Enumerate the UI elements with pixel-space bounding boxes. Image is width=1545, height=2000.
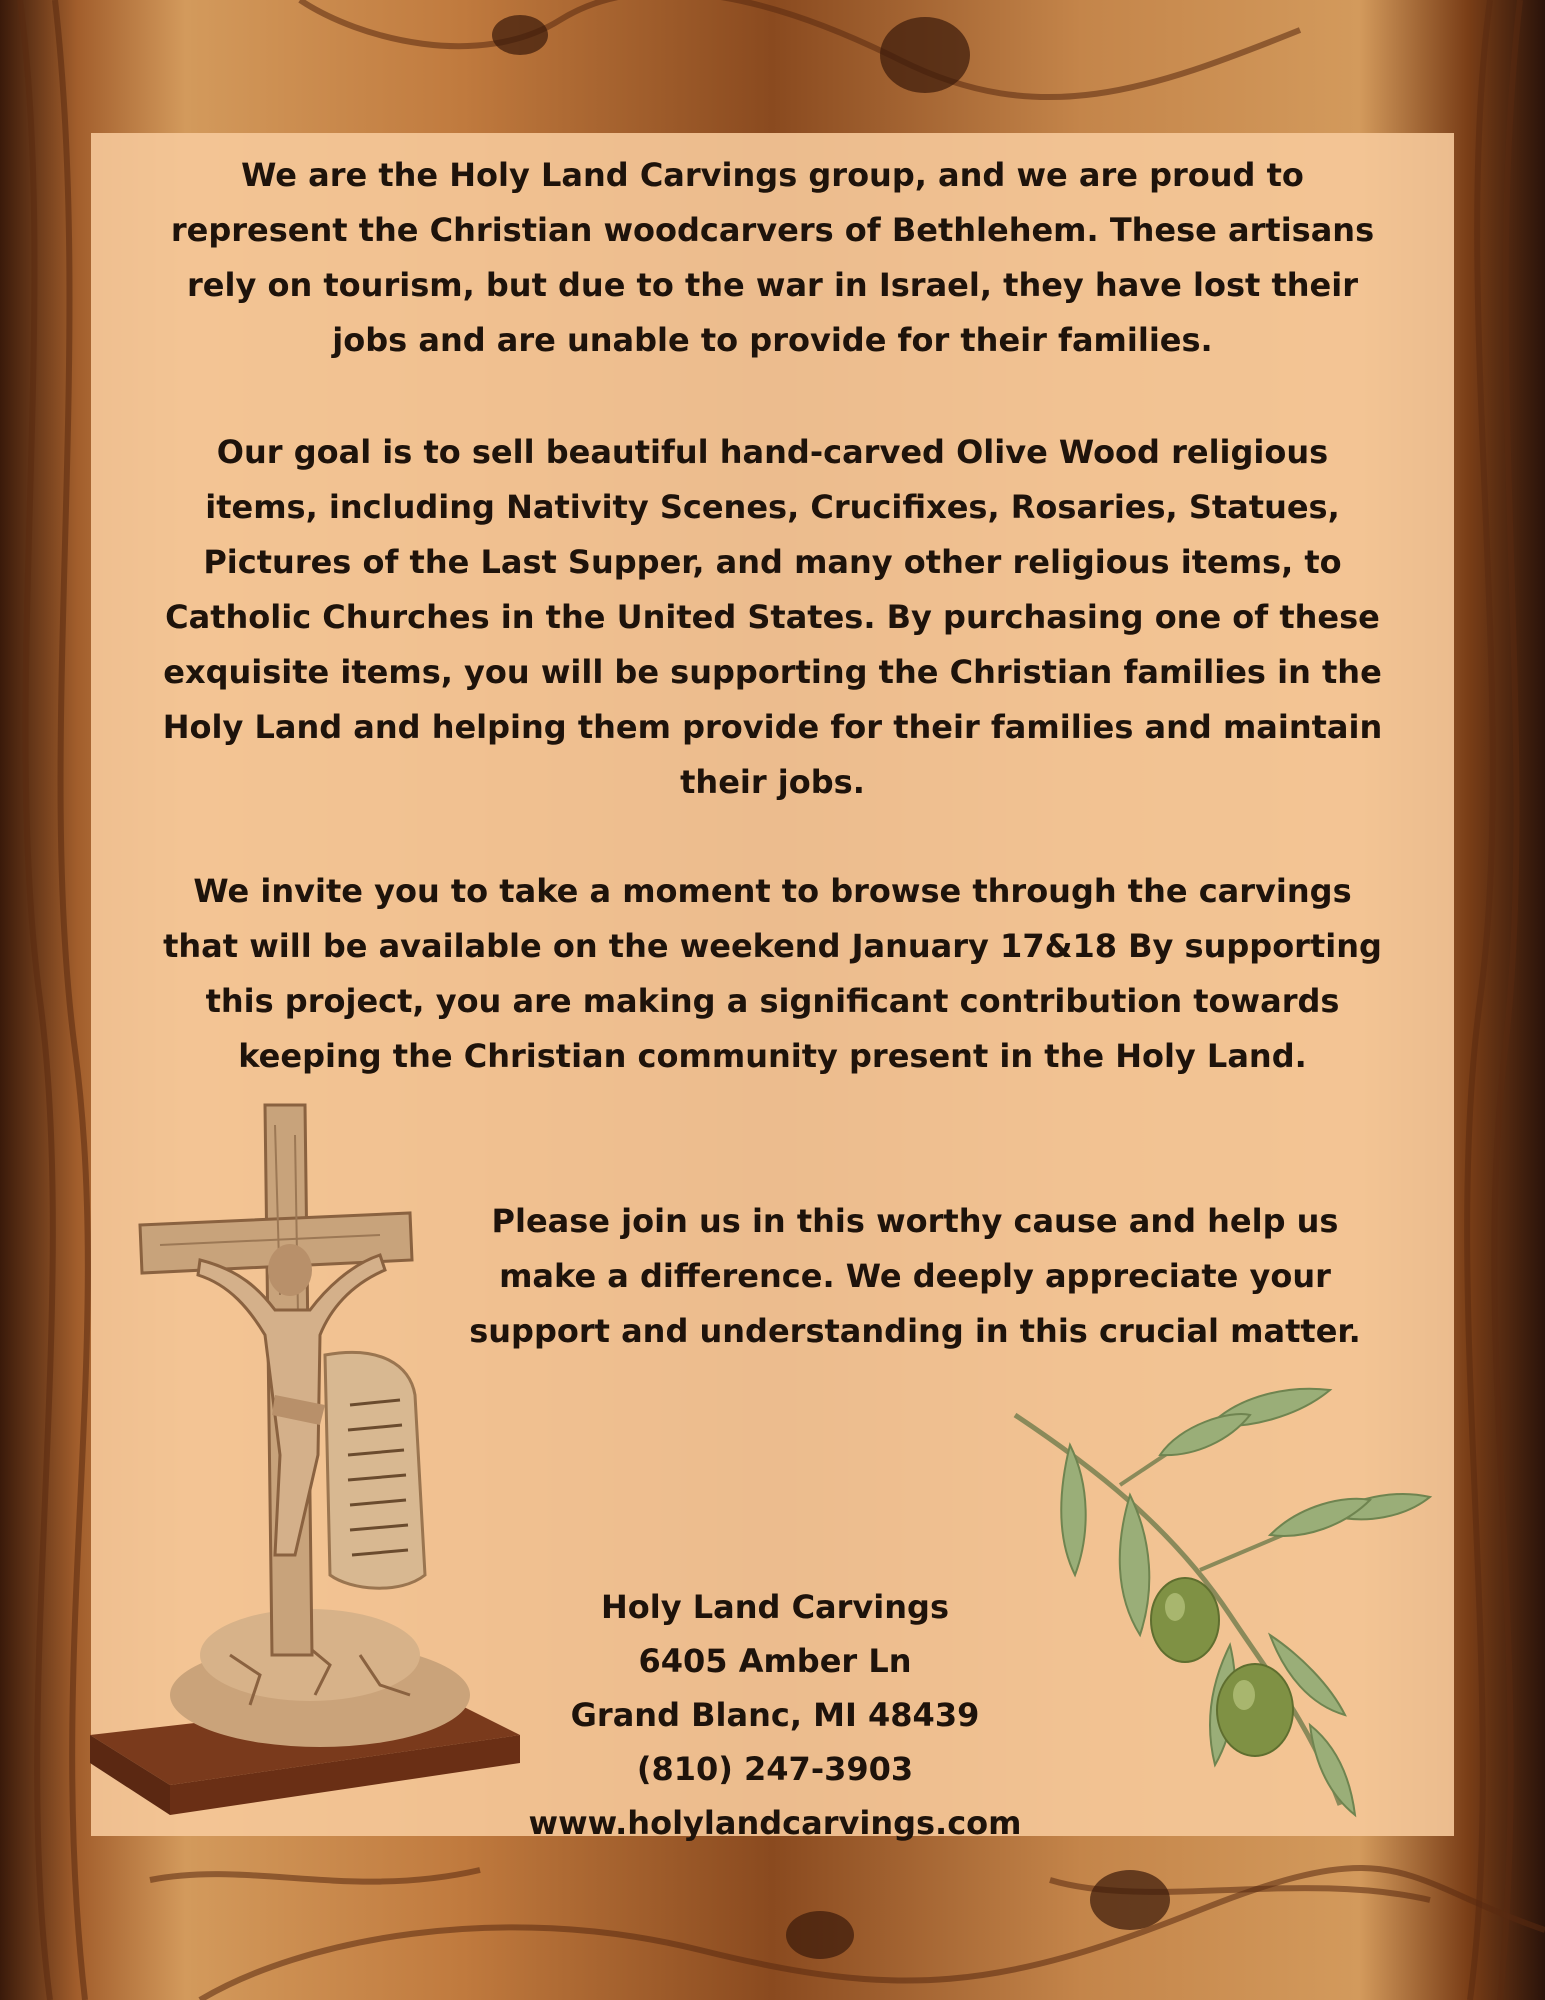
contact-city: Grand Blanc, MI 48439 xyxy=(570,1696,980,1734)
goal-paragraph: Our goal is to sell beautiful hand-carved Olive Wood religious items, including Nativity Scenes, Crucifixes, Rosaries, Statues, Pictures of the Last Supper, and many other religious items, to Catholic Churches in the United States. By purchasing one of these exquisite items, you will be supporting the Christian families in the Holy Land and helping them provide for their families and maintain their jobs. xyxy=(162,433,1383,801)
intro-paragraph: We are the Holy Land Carvings group, and we are proud to represent the Christian woodcarvers of Bethlehem. These artisans rely on tourism, but due to the war in Israel, they have lost their jobs and are unable to provide for their families. xyxy=(170,156,1375,359)
contact-name: Holy Land Carvings xyxy=(601,1588,949,1626)
invite-paragraph: We invite you to take a moment to browse through the carvings that will be available on the weekend January 17&18 By supporting this project, you are making a significant contribution towards keeping the Christian community present in the Holy Land. xyxy=(163,872,1382,1075)
contact-block xyxy=(430,1580,1120,1850)
contact-phone[interactable]: (810) 247-3903 xyxy=(636,1750,914,1788)
contact-street: 6405 Amber Ln xyxy=(638,1642,912,1680)
contact-website-link[interactable]: www.holylandcarvings.com xyxy=(528,1804,1022,1842)
appeal-paragraph: Please join us in this worthy cause and help us make a difference. We deeply appreciate your support and understanding in this crucial matter. xyxy=(469,1202,1361,1350)
